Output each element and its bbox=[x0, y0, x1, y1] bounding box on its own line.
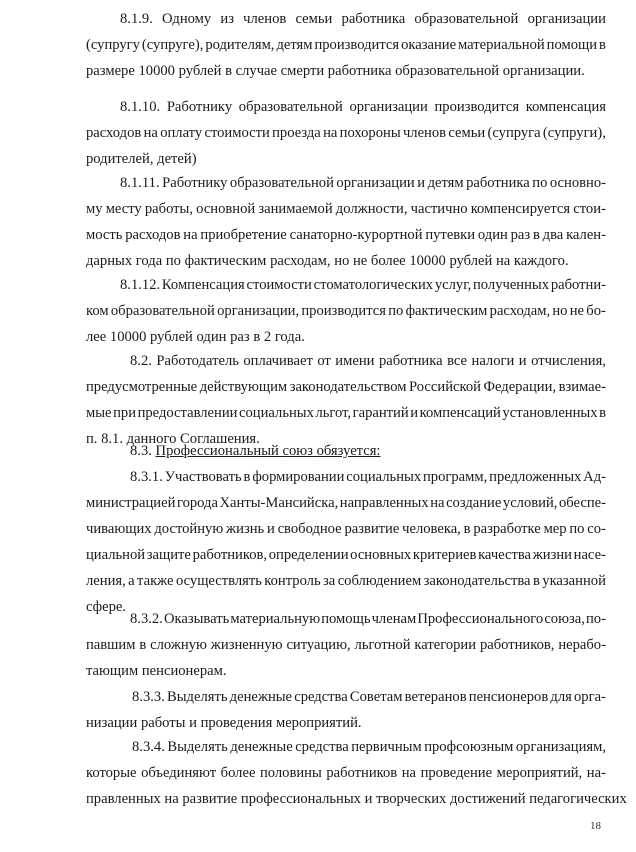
paragraph-8-1-11 bbox=[86, 170, 606, 274]
text-line: 8.1.11. Работнику образовательной организации и детям работника по основно- bbox=[120, 175, 606, 191]
paragraph-8-3-1 bbox=[86, 464, 606, 620]
text-line: 8.3.3. Выделять денежные средства Советам ветеранов пенсионеров для орга- bbox=[132, 689, 606, 705]
text-line: тающим пенсионерам. bbox=[86, 663, 227, 679]
text-line: сфере. bbox=[86, 599, 127, 615]
text-line: которые объединяют более половины работников на проведение мероприятий, на- bbox=[86, 765, 606, 781]
text-line: 8.1.12. Компенсация стоимости стоматологических услуг, полученных работни- bbox=[120, 277, 606, 293]
text-line: п. 8.1. данного Соглашения. bbox=[86, 431, 260, 447]
text-line: мость расходов на приобретение санаторно-курортной путевки один раз в два кален- bbox=[86, 227, 606, 243]
paragraph-8-3 bbox=[86, 438, 606, 464]
text-line: (супругу (супруге), родителям, детям производится оказание материальной помощи в bbox=[86, 37, 606, 53]
paragraph-8-3-4 bbox=[86, 734, 627, 812]
text-line: 8.1.10. Работнику образовательной организации производится компенсация bbox=[120, 99, 606, 115]
page-number: 18 bbox=[590, 820, 601, 832]
text-line: 8.3.4. Выделять денежные средства первичным профсоюзным организациям, bbox=[132, 739, 606, 755]
text-line: 8.2. Работодатель оплачивает от имени работника все налоги и отчисления, bbox=[130, 353, 606, 369]
text-line: размере 10000 рублей в случае смерти работника образовательной организации. bbox=[86, 63, 585, 79]
text-line: циальной защите работников, определении основных критериев качества жизни насе- bbox=[86, 547, 606, 563]
text-line: министрацией города Ханты-Мансийска, направленных на создание условий, обеспе- bbox=[86, 495, 606, 511]
paragraph-8-3-3 bbox=[86, 684, 606, 736]
text-line: родителей, детей) bbox=[86, 151, 197, 167]
paragraph-8-1-9 bbox=[86, 6, 606, 84]
text-line: предусмотренные действующим законодательством Российской Федерации, взимае- bbox=[86, 379, 606, 395]
paragraph-8-2 bbox=[86, 348, 606, 452]
paragraph-8-1-12 bbox=[86, 272, 606, 350]
text-line: мые при предоставлении социальных льгот, гарантий и компенсаций установленных в bbox=[86, 405, 606, 421]
text-line: расходов на оплату стоимости проезда на похороны членов семьи (супруга (супруги), bbox=[86, 125, 606, 141]
text-line: лее 10000 рублей один раз в 2 года. bbox=[86, 329, 305, 345]
text-line: дарных года по фактическим расходам, но не более 10000 рублей на каждого. bbox=[86, 253, 569, 269]
text-line: правленных на развитие профессиональных и творческих достижений педагогических bbox=[86, 791, 627, 807]
text-line: 8.3.1. Участвовать в формировании социальных программ, предложенных Ад- bbox=[130, 469, 606, 485]
text-line: ления, а также осуществлять контроль за соблюдением законодательства в указанной bbox=[86, 573, 606, 589]
text-line: 8.3. Профессиональный союз обязуется: bbox=[130, 443, 381, 459]
text-line: чивающих достойную жизнь и свободное развитие человека, в разработке мер по со- bbox=[86, 521, 606, 537]
text-line: 8.1.9. Одному из членов семьи работника образовательной организации bbox=[120, 11, 606, 27]
paragraph-8-3-2 bbox=[86, 606, 606, 684]
text-line: низации работы и проведения мероприятий. bbox=[86, 715, 362, 731]
text-line: павшим в сложную жизненную ситуацию, льготной категории работников, нерабо- bbox=[86, 637, 606, 653]
paragraph-8-1-10 bbox=[86, 94, 606, 172]
text-line: му месту работы, основной занимаемой должности, частично компенсируется стои- bbox=[86, 201, 606, 217]
text-line: 8.3.2. Оказывать материальную помощь членам Профессионального союза, по- bbox=[130, 611, 606, 627]
text-line: ком образовательной организации, производится по фактическим расходам, но не бо- bbox=[86, 303, 606, 319]
